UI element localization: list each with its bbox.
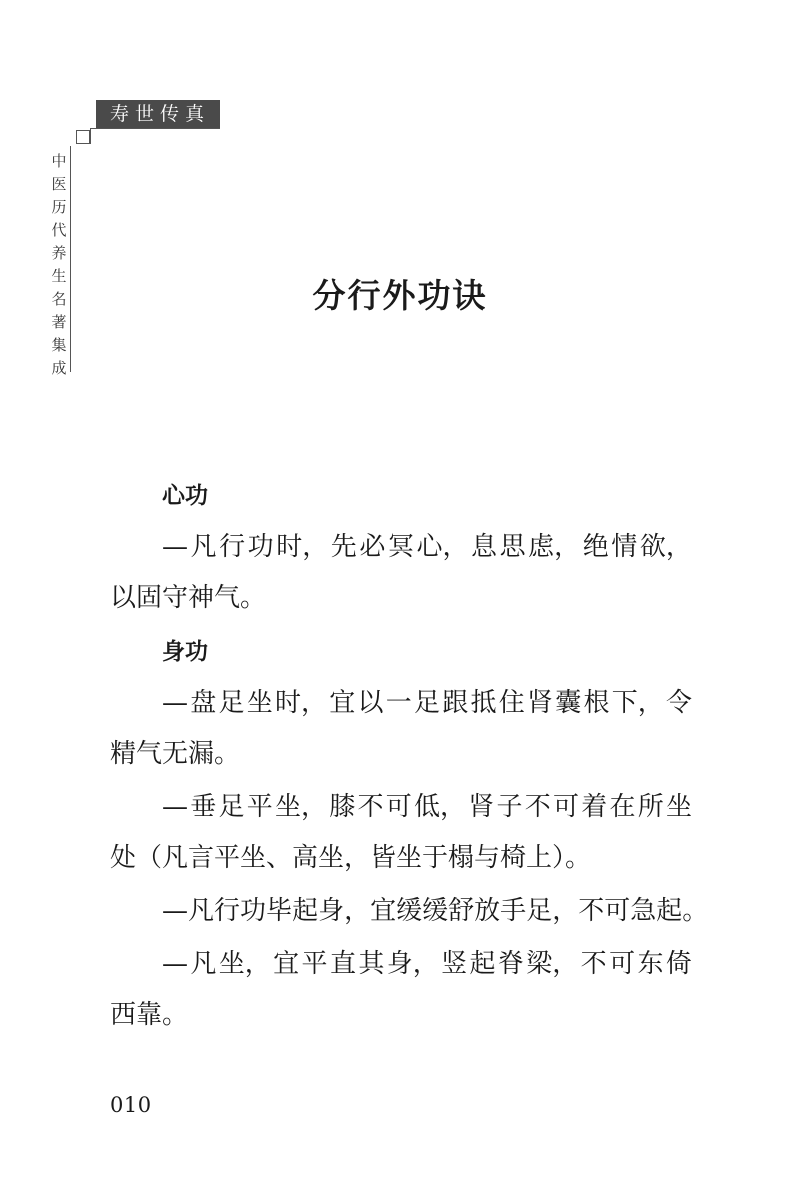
entry-paragraph — [110, 678, 692, 780]
entry-char: 不 — [578, 896, 605, 926]
entry-char: 绝 — [582, 532, 609, 562]
entry-char: 起 — [292, 896, 319, 926]
entry-char: 足 — [413, 688, 440, 718]
entry-char: 宜 — [370, 896, 397, 926]
entry-char: 下， — [611, 688, 664, 718]
entry-paragraph — [110, 782, 692, 884]
entry-first-line — [110, 522, 692, 573]
entry-dash: — — [162, 896, 188, 926]
entry-paragraph — [110, 522, 692, 624]
entry-char: 息 — [471, 532, 498, 562]
entry-char: 冥 — [387, 532, 414, 562]
entry-char: 倚 — [665, 949, 692, 979]
entry-char: 东 — [637, 949, 664, 979]
entry-char: 先 — [330, 532, 357, 562]
entry-char: 时， — [276, 532, 329, 562]
entry-char: 盘 — [190, 688, 217, 718]
entry-char: 垂 — [190, 792, 217, 822]
entry-char: 肾 — [468, 792, 495, 822]
entry-char: 可 — [604, 896, 631, 926]
entry-char: 低， — [413, 792, 466, 822]
entry-char: 身， — [318, 896, 371, 926]
entry-char: 肾 — [526, 688, 553, 718]
entry-char: 凡 — [190, 532, 217, 562]
entry-char: 心， — [416, 532, 469, 562]
entry-char: 一 — [385, 688, 412, 718]
entry-char: 缓 — [396, 896, 423, 926]
header-rule-vertical — [90, 128, 91, 144]
entry-char: 情 — [611, 532, 638, 562]
entry-char: 可 — [609, 949, 636, 979]
entry-char: 欲， — [639, 532, 692, 562]
entry-char: 梁， — [526, 949, 579, 979]
entry-char: 功 — [247, 532, 274, 562]
entry-char: 膝 — [329, 792, 356, 822]
corner-ornament — [76, 130, 90, 144]
series-title-tab: 寿世传真 — [96, 100, 220, 128]
entry-dash: — — [162, 688, 188, 718]
body-text — [110, 470, 709, 1043]
entry-char: 时， — [274, 688, 327, 718]
entry-paragraph — [110, 939, 692, 1041]
entry-continuation-line: 以固守神气。 — [110, 583, 267, 613]
header-rule — [90, 128, 220, 129]
entry-continuation-line: 处（凡言平坐、高坐，皆坐于榻与椅上）。 — [110, 843, 592, 873]
page-number: 010 — [110, 1093, 152, 1117]
entry-char: 起 — [469, 949, 496, 979]
entry-dash: — — [162, 792, 188, 822]
entry-char: 足 — [218, 688, 245, 718]
entry-char: 起。 — [656, 896, 709, 926]
entry-char: 行 — [219, 532, 246, 562]
entry-char: 坐， — [274, 792, 327, 822]
entry-char: 思 — [499, 532, 526, 562]
entry-first-line — [110, 678, 692, 729]
entry-char: 所 — [637, 792, 664, 822]
entry-char: 在 — [609, 792, 636, 822]
entry-char: 手 — [500, 896, 527, 926]
entry-char: 凡 — [188, 896, 215, 926]
entry-char: 平 — [301, 949, 328, 979]
entry-char: 以 — [357, 688, 384, 718]
entry-char: 急 — [630, 896, 657, 926]
entry-char: 功 — [240, 896, 267, 926]
entry-char: 宜 — [273, 949, 300, 979]
entry-char: 竖 — [441, 949, 468, 979]
spine-collection-title: 中医历代养生名著集成 — [51, 152, 67, 377]
entry-char: 放 — [474, 896, 501, 926]
entry-char: 住 — [498, 688, 525, 718]
entry-first-line — [110, 939, 692, 990]
entry-char: 不 — [580, 949, 607, 979]
entry-char: 直 — [329, 949, 356, 979]
entry-char: 宜 — [329, 688, 356, 718]
entry-char: 必 — [359, 532, 386, 562]
entry-char: 囊 — [555, 688, 582, 718]
entry-dash: — — [162, 949, 188, 979]
entry-continuation-line: 精气无漏。 — [110, 739, 241, 769]
entry-char: 抵 — [470, 688, 497, 718]
entry-char: 缓 — [422, 896, 449, 926]
entry-char: 可 — [552, 792, 579, 822]
entry-char: 足 — [218, 792, 245, 822]
entry-char: 着 — [581, 792, 608, 822]
chapter-title: 分行外功诀 — [312, 276, 488, 315]
entry-char: 坐 — [665, 792, 692, 822]
entry-paragraph — [110, 886, 709, 937]
entry-char: 坐 — [246, 688, 273, 718]
entry-char: 足， — [526, 896, 579, 926]
entry-char: 不 — [524, 792, 551, 822]
entry-char: 跟 — [442, 688, 469, 718]
section-heading: 身功 — [162, 639, 208, 665]
entry-char: 脊 — [497, 949, 524, 979]
entry-char: 行 — [214, 896, 241, 926]
entry-char: 坐， — [218, 949, 271, 979]
entry-char: 令 — [665, 688, 692, 718]
entry-char: 平 — [246, 792, 273, 822]
spine-rule — [70, 146, 71, 372]
entry-char: 其 — [358, 949, 385, 979]
entry-char: 凡 — [190, 949, 217, 979]
entry-char: 可 — [385, 792, 412, 822]
entry-first-line — [110, 886, 709, 937]
entry-char: 毕 — [266, 896, 293, 926]
entry-continuation-line: 西靠。 — [110, 1000, 189, 1030]
entry-char: 子 — [496, 792, 523, 822]
entry-char: 虑， — [528, 532, 581, 562]
entry-first-line — [110, 782, 692, 833]
entry-char: 身， — [386, 949, 439, 979]
entry-char: 舒 — [448, 896, 475, 926]
section-heading: 心功 — [162, 483, 208, 509]
entry-char: 根 — [583, 688, 610, 718]
entry-char: 不 — [357, 792, 384, 822]
entry-dash: — — [162, 532, 188, 562]
